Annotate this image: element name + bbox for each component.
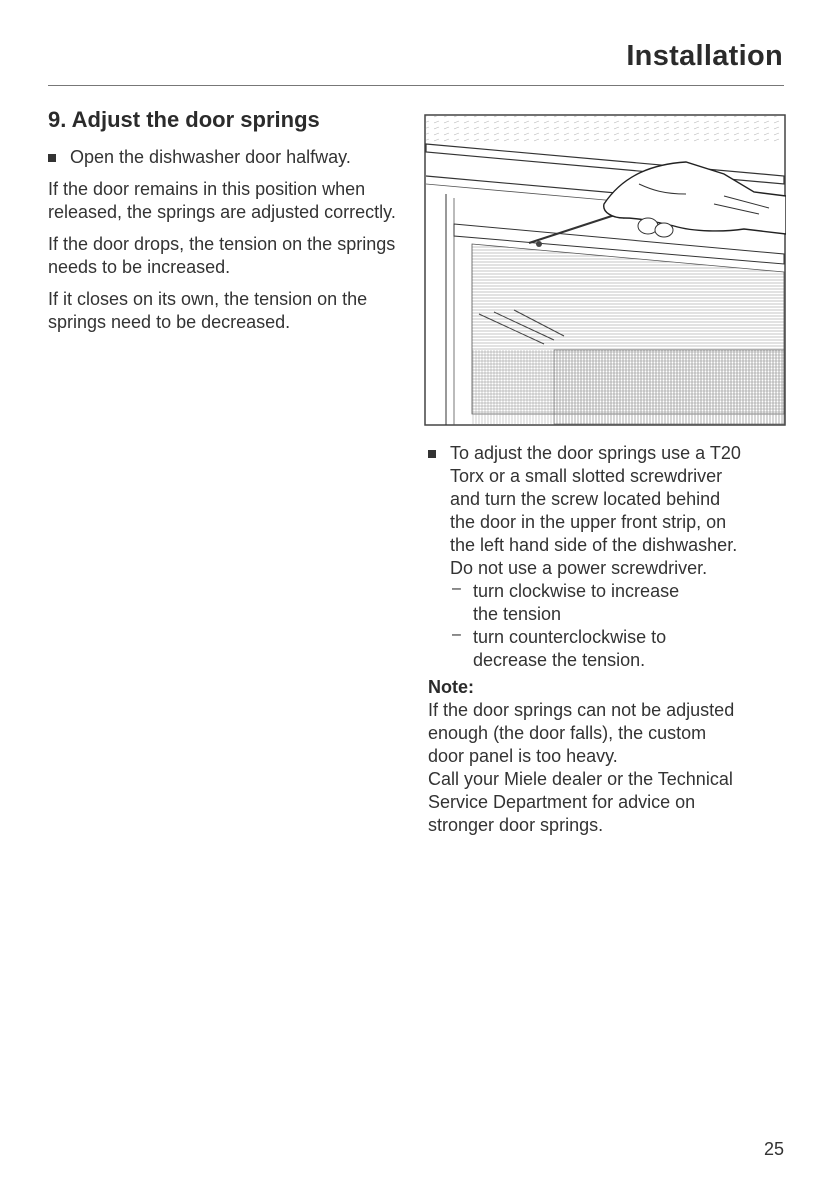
adjustment-instruction: [428, 442, 788, 580]
note-label: Note:: [428, 677, 474, 697]
section-title: 9. Adjust the door springs: [48, 107, 320, 132]
dash-symbol: –: [452, 580, 461, 597]
dash-item-line: turn counterclockwise to: [473, 627, 667, 647]
note-line: If the door springs can not be adjusted: [428, 700, 735, 720]
dash-item-decrease: [428, 626, 788, 672]
instruction-line: and turn the screw located behind: [450, 489, 721, 509]
page-header-title: Installation: [626, 40, 783, 72]
paragraph-remains: If the door remains in this position when released, the springs are adjusted correctly.: [48, 179, 396, 222]
instruction-line: the door in the upper front strip, on: [450, 512, 727, 532]
paragraph-closes: If it closes on its own, the tension on the springs need to be decreased.: [48, 289, 368, 332]
note-line: Call your Miele dealer or the Technical: [428, 769, 733, 789]
instruction-bullet: [48, 146, 410, 169]
instruction-line: To adjust the door springs use a T20: [450, 443, 741, 463]
dash-item-increase: [428, 580, 788, 626]
instruction-text: Open the dishwasher door halfway.: [70, 147, 351, 167]
instruction-line: Torx or a small slotted screwdriver: [450, 466, 723, 486]
instruction-line: Do not use a power screwdriver.: [450, 558, 708, 578]
header-divider: [48, 85, 784, 86]
dash-item-line: turn clockwise to increase: [473, 581, 680, 601]
note-line: enough (the door falls), the custom: [428, 723, 707, 743]
note-line: door panel is too heavy.: [428, 746, 618, 766]
right-column: [428, 442, 788, 837]
bullet-square-icon: [48, 154, 56, 162]
door-spring-adjustment-illustration: [424, 114, 786, 426]
dash-symbol: –: [452, 626, 461, 643]
note-line: stronger door springs.: [428, 815, 604, 835]
left-column: [48, 146, 410, 334]
dash-item-line: decrease the tension.: [473, 650, 646, 670]
bullet-square-icon: [428, 450, 436, 458]
dash-item-line: the tension: [473, 604, 562, 624]
paragraph-drops: If the door drops, the tension on the springs needs to be increased.: [48, 234, 396, 277]
note-line: Service Department for advice on: [428, 792, 696, 812]
instruction-line: the left hand side of the dishwasher.: [450, 535, 738, 555]
page-number: 25: [763, 1139, 784, 1159]
